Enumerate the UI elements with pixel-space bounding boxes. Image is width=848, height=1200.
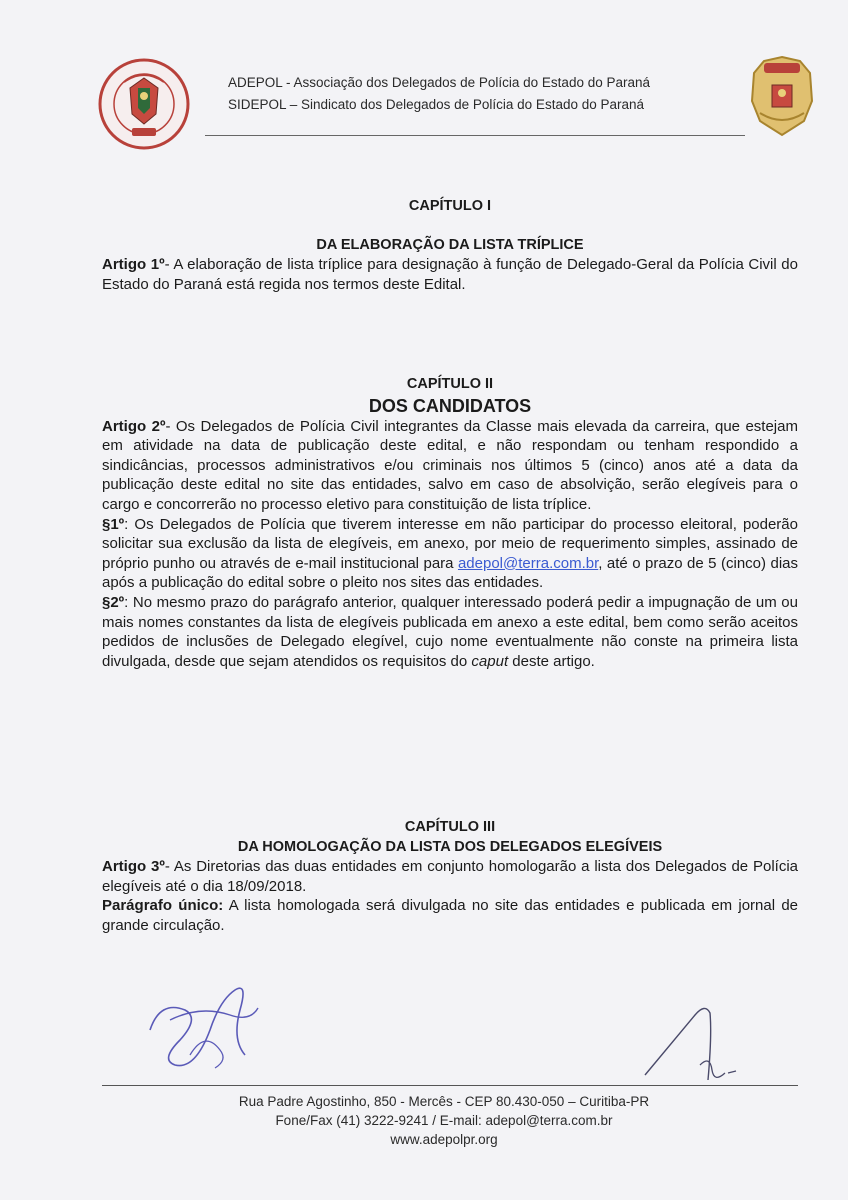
paragraph-1: [102, 515, 798, 593]
caput-term: caput: [471, 652, 509, 670]
header-divider: [205, 135, 745, 136]
footer-website: www.adepolpr.org: [390, 1132, 498, 1147]
chapter-3: [102, 818, 798, 936]
header-text-block: [228, 72, 650, 116]
sidepol-badge-logo: [750, 55, 814, 137]
article-2-label: Artigo 2º: [102, 417, 166, 435]
signature-left: [140, 960, 270, 1080]
chapter-3-heading: CAPÍTULO III: [404, 819, 496, 835]
article-1: [102, 255, 798, 294]
sole-paragraph-label: Parágrafo único:: [102, 897, 224, 915]
sole-paragraph: [102, 896, 798, 935]
footer-address: Rua Padre Agostinho, 850 - Mercês - CEP 80.430-050 – Curitiba-PR: [238, 1094, 650, 1109]
paragraph-2-text-b: deste artigo.: [508, 652, 595, 670]
article-3: [102, 857, 798, 896]
paragraph-1-text-b: , até o prazo de 5 (cinco) dias após a publicação do edital sobre o pleito nos sites das entidades.: [102, 554, 798, 592]
chapter-2-title: DOS CANDIDATOS: [368, 395, 532, 416]
chapter-1-title: DA ELABORAÇÃO DA LISTA TRÍPLICE: [316, 236, 584, 253]
article-3-label: Artigo 3º: [102, 858, 165, 876]
sole-paragraph-text: A lista homologada será divulgada no site das entidades e publicada em jornal de grande circulação.: [102, 897, 799, 934]
email-link[interactable]: adepol@terra.com.br: [457, 554, 599, 572]
header-sidepol-line: SIDEPOL – Sindicato dos Delegados de Polícia do Estado do Paraná: [228, 97, 645, 112]
paragraph-2: [102, 593, 798, 671]
chapter-3-title: DA HOMOLOGAÇÃO DA LISTA DOS DELEGADOS ELEGÍVEIS: [237, 838, 663, 855]
article-1-text: - A elaboração de lista tríplice para designação à função de Delegado-Geral da Polícia Civil do Estado do Paraná está regida nos termos deste Edital.: [102, 256, 798, 293]
paragraph-2-text-a: : No mesmo prazo do parágrafo anterior, qualquer interessado poderá pedir a impugnação de um ou mais nomes constantes da lista de elegíveis publicada em anexo a este edital, bem como serão aceitos pedidos de inclusões de Delegado elegível, cujo nome eventualmente não conste na primeira lista divulgada, desde que sejam atendidos os requisitos do: [102, 593, 798, 670]
article-2: [102, 417, 798, 515]
signature-right: [640, 995, 750, 1090]
header-adepol-line: ADEPOL - Associação dos Delegados de Polícia do Estado do Paraná: [228, 75, 651, 90]
paragraph-1-label: §1º: [102, 515, 125, 533]
adepol-seal-logo: [98, 58, 190, 150]
footer-contact: Fone/Fax (41) 3222-9241 / E-mail: adepol@terra.com.br: [275, 1113, 613, 1128]
article-1-label: Artigo 1º: [102, 256, 165, 274]
article-3-text: - As Diretorias das duas entidades em conjunto homologarão a lista dos Delegados de Polícia elegíveis até o dia 18/09/2018.: [102, 858, 798, 895]
chapter-1: [102, 197, 798, 294]
article-2-text: - Os Delegados de Polícia Civil integrantes da Classe mais elevada da carreira, que estejam em atividade na data de publicação deste edital, e não respondam ou tenham respondido a sindicâncias, processos administrativos e/ou criminais nos últimos 5 (cinco) anos até a data da publicação deste edital no site das entidades, salvo em caso de absolvição, serão elegíveis para o cargo e concorrerão no processo eletivo para constituição de lista tríplice.: [102, 417, 798, 513]
paragraph-1-text-a: : Os Delegados de Polícia que tiverem interesse em não participar do processo eleitoral, poderão solicitar sua exclusão da lista de elegíveis, em anexo, por meio de requerimento simples, assinado de próprio punho ou através de e-mail institucional para: [102, 515, 798, 572]
footer: [0, 1092, 848, 1149]
footer-divider: [102, 1085, 798, 1086]
chapter-1-heading: CAPÍTULO I: [408, 198, 492, 214]
chapter-2-heading: CAPÍTULO II: [406, 376, 494, 392]
chapter-2: [102, 375, 798, 671]
paragraph-2-label: §2º: [102, 593, 125, 611]
